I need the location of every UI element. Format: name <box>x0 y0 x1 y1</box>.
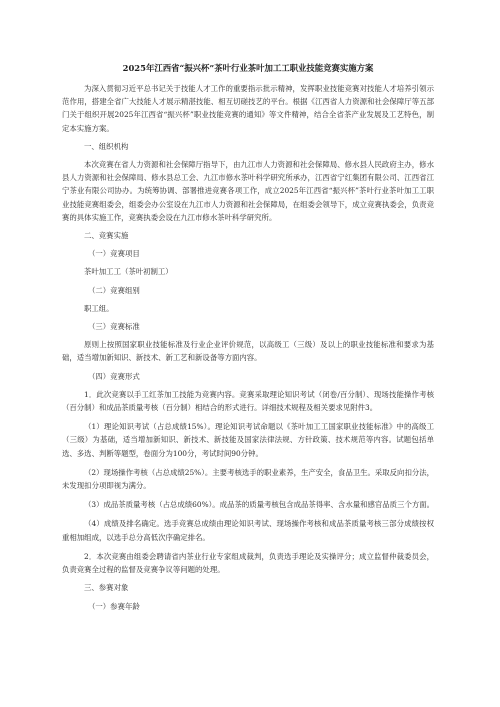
subheading-standard: （三）竞赛标准 <box>88 322 140 332</box>
subheading-group: （二）竞赛组别 <box>88 285 140 295</box>
subheading-project: （一）竞赛项目 <box>88 249 140 259</box>
section-heading-organization: 一、组织机构 <box>84 141 129 151</box>
format-paragraph-1: 1．此次竞赛以手工红茶加工技能为竞赛内容。竞赛采取理论知识考试（闭卷/百分制）、现场技能操作考核（百分制）和成品茶质量考核（百分制）相结合的形式进行。详细技术规程及相关要求见附件3。 <box>62 389 434 413</box>
intro-paragraph: 为深入贯彻习近平总书记关于技能人才工作的重要指示批示精神，发挥职业技能竞赛对技能人才培养引领示范作用，搭建全省广大技能人才展示精湛技能、相互切磋技艺的平台。根据《江西省人力资源和社会保障厅等五部门关于组织开展2025年江西省“振兴杯”职业技能竞赛的通知》等文件精神，结合全省茶产业发展及工艺特色，制定本实施方案。 <box>62 84 434 133</box>
format-paragraph-onsite: （2）现场操作考核（占总成绩25%）。主要考核选手的职业素养，生产安全，食品卫生。采取反向扣分法，未发现扣分项即视为满分。 <box>62 467 435 491</box>
section-heading-implementation: 二、竞赛实施 <box>84 231 129 241</box>
format-paragraph-ranking: （4）成绩及排名确定。选手竞赛总成绩由理论知识考试、现场操作考核和成品茶质量考核三部分成绩按权重相加组成，以选手总分高低次序确定排名。 <box>62 519 434 542</box>
section-heading-participants: 三、参赛对象 <box>84 583 129 593</box>
project-text: 茶叶加工工（茶叶初制工） <box>84 267 173 277</box>
group-text: 职工组。 <box>84 303 114 313</box>
format-paragraph-theory: （1）理论知识考试（占总成绩15%）。理论知识考试命题以《茶叶加工工国家职业技能标准》中的高级工（三级）为基础，适当增加新知识、新技术、新技能及国家法律法规、方针政策、技术规范等内容。试题包括单选、多选、判断等题型，卷面分为100分，考试时间90分钟。 <box>62 422 434 458</box>
standard-paragraph: 原则上按照国家职业技能标准及行业企业评价规范，以高级工（三级）及以上的职业技能标准和要求为基础，适当增加新知识、新技术、新工艺和新设备等方面内容。 <box>62 340 434 363</box>
document-title: 2025年江西省“振兴杯”茶叶行业茶叶加工工职业技能竞赛实施方案 <box>122 63 374 73</box>
organization-paragraph: 本次竞赛在省人力资源和社会保障厅指导下，由九江市人力资源和社会保障局、修水县人民政府主办，修水县人力资源和社会保障局、修水县总工会、九江市修水茶叶科学研究所承办，江西省宁红集团有限公司、江西省江宁茶业有限公司协办。为统筹协调、部署推进竞赛各项工作，成立2025年江西省“振兴杯”茶叶行业茶叶加工工职业技能竞赛组委会，组委会办公室设在九江市人力资源和社会保障局，在组委会领导下，成立竞赛执委会，负责竞赛的具体实施工作，竞赛执委会设在九江市修水茶叶科学研究所。 <box>62 160 434 222</box>
format-paragraph-quality: （3）成品茶质量考核（占总成绩60%）。成品茶的质量考核包含成品茶得率、含水量和感官品质三个方面。 <box>84 500 435 510</box>
subheading-format: （四）竞赛形式 <box>88 371 140 381</box>
subheading-age: （一）参赛年龄 <box>88 601 140 611</box>
format-paragraph-judges: 2．本次竞赛由组委会聘请省内茶业行业专家组成裁判，负责选手理论及实操评分；成立监督仲裁委员会，负责竞赛全过程的监督及竞赛争议等问题的处理。 <box>62 551 434 575</box>
